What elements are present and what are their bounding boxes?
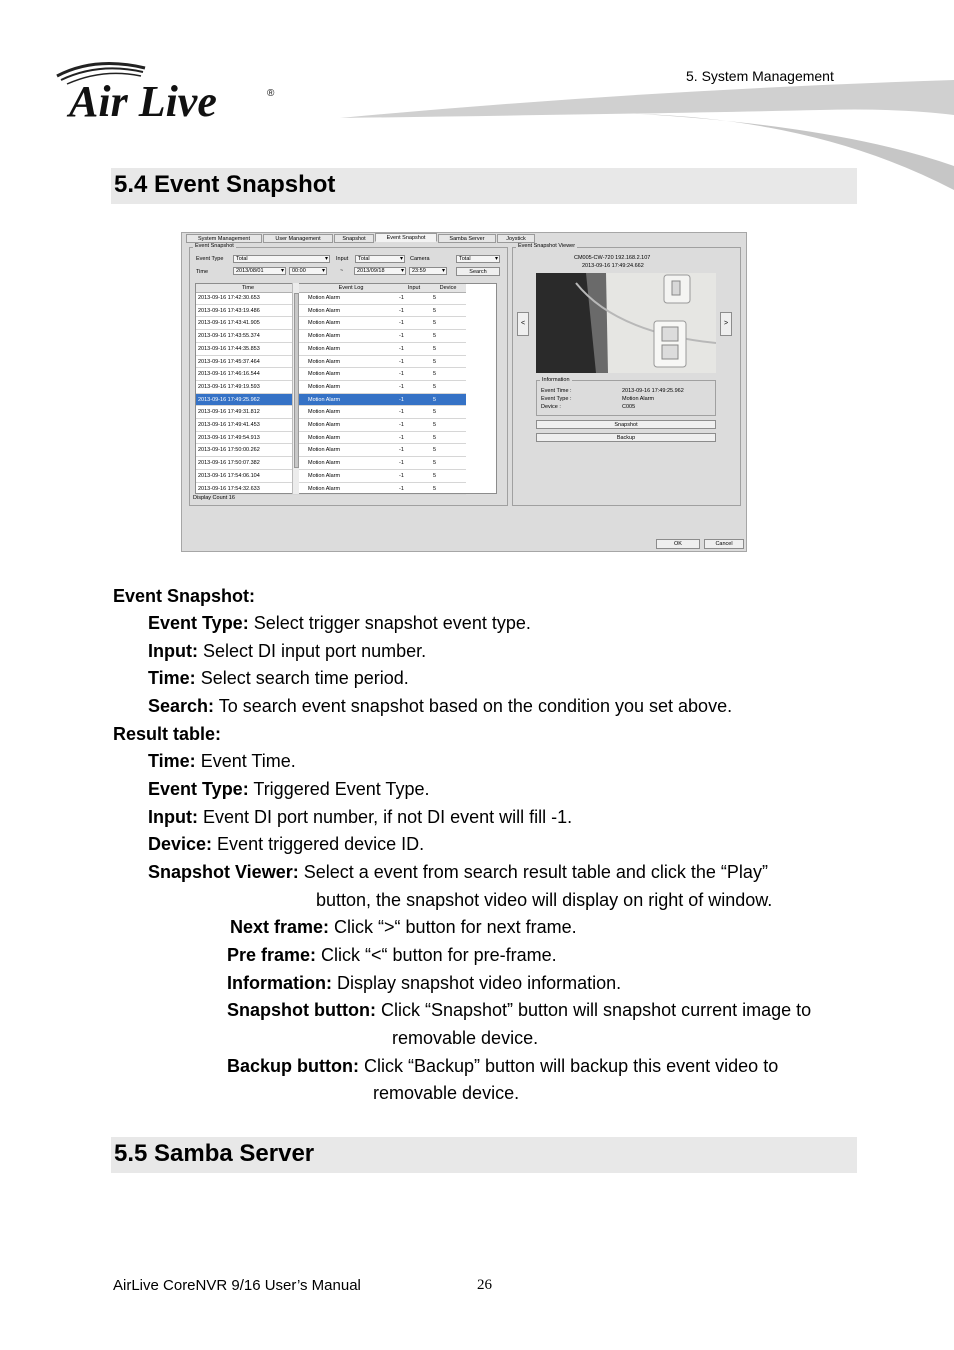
tab-samba-server[interactable]: Samba Server [438, 234, 496, 243]
cell-time: 2013-09-16 17:43:19.486 [198, 307, 260, 314]
cell-device: 5 [433, 333, 437, 340]
cell-event-log: Motion Alarm [308, 345, 341, 352]
table-row[interactable] [196, 343, 466, 356]
info-event-type-label: Event Type : [541, 396, 572, 402]
chapter-title: 5. System Management [686, 68, 834, 84]
cell-device: 5 [433, 460, 437, 467]
camera-select[interactable]: Total ▾ [456, 255, 500, 263]
cell-event-log: Motion Alarm [308, 472, 341, 479]
table-row[interactable] [196, 419, 466, 432]
table-row[interactable] [196, 444, 466, 457]
tab-snapshot[interactable]: Snapshot [334, 234, 374, 243]
prev-frame-button[interactable]: < [517, 312, 529, 336]
cell-input: -1 [399, 396, 404, 403]
cell-time: 2013-09-16 17:42:30.653 [198, 295, 260, 301]
item-input: Input: Select DI input port number. [148, 641, 427, 661]
cell-input: -1 [399, 371, 404, 378]
section-title: 5.5 Samba Server [114, 1140, 315, 1167]
cell-input: -1 [399, 383, 404, 390]
time-to-picker[interactable]: 23:59 ▾ [409, 267, 447, 275]
item-snapshot-viewer-cont: button, the snapshot video will display on right of window. [316, 890, 773, 910]
item-result-time: Time: Event Time. [148, 751, 296, 771]
cell-time: 2013-09-16 17:50:00.262 [198, 447, 260, 454]
result-table-heading: Result table: [113, 724, 222, 744]
time-range-separator: ~ [340, 268, 344, 274]
cell-time: 2013-09-16 17:49:31.812 [198, 409, 260, 416]
item-pre-frame: Pre frame: Click “<“ button for pre-frame. [227, 945, 557, 965]
section-title: 5.4 Event Snapshot [114, 171, 336, 198]
cell-device: 5 [433, 295, 437, 301]
item-time: Time: Select search time period. [148, 668, 409, 688]
cell-time: 2013-09-16 17:49:19.593 [198, 383, 260, 390]
item-next-frame: Next frame: Click “>“ button for next frame. [230, 917, 577, 937]
info-event-time-label: Event Time : [541, 388, 572, 394]
column-header-device: Device [439, 285, 457, 291]
cell-input: -1 [399, 358, 404, 365]
cell-device: 5 [433, 472, 437, 479]
ok-button[interactable]: OK [656, 539, 700, 549]
item-snapshot-button-cont: removable device. [392, 1028, 539, 1048]
cell-input: -1 [399, 422, 404, 428]
cell-time: 2013-09-16 17:54:32.633 [198, 485, 260, 492]
cell-input: -1 [399, 447, 404, 454]
column-header-input: Input [407, 285, 421, 291]
info-device-label: Device : [541, 404, 561, 410]
table-row[interactable] [196, 483, 466, 496]
event-snapshot-heading: Event Snapshot: [113, 586, 256, 606]
cell-input: -1 [399, 409, 404, 416]
item-search: Search: To search event snapshot based on the condition you set above. [148, 696, 733, 716]
snapshot-button[interactable]: Snapshot [536, 420, 716, 429]
cell-device: 5 [433, 345, 437, 352]
item-backup-button: Backup button: Click “Backup” button will backup this event video to [227, 1056, 779, 1076]
item-snapshot-button: Snapshot button: Click “Snapshot” button will snapshot current image to [227, 1000, 812, 1020]
cell-time: 2013-09-16 17:54:06.104 [198, 472, 260, 479]
info-device-value: C005 [622, 404, 636, 410]
cell-time: 2013-09-16 17:50:07.382 [198, 460, 260, 467]
table-row[interactable] [196, 457, 466, 470]
event-result-table [195, 283, 497, 494]
cell-input: -1 [399, 460, 404, 467]
cell-event-log: Motion Alarm [308, 333, 341, 340]
cell-time: 2013-09-16 17:49:25.962 [198, 396, 260, 403]
cell-device: 5 [433, 358, 437, 365]
cell-device: 5 [433, 383, 437, 390]
column-header-event-log: Event Log [338, 285, 364, 291]
next-frame-button[interactable]: > [720, 312, 732, 336]
tab-joystick[interactable]: Joystick [497, 234, 535, 243]
section-heading-bar [111, 1137, 857, 1173]
cell-device: 5 [433, 434, 437, 441]
display-count: Display Count 16 [193, 495, 235, 501]
item-snapshot-viewer: Snapshot Viewer: Select a event from search result table and click the “Play” [148, 862, 768, 882]
cell-time: 2013-09-16 17:46:16.544 [198, 371, 260, 378]
info-event-time-value: 2013-09-16 17:49:25.962 [622, 388, 684, 394]
input-label: Input [336, 256, 349, 262]
snapshot-photo-graphic [536, 273, 716, 373]
event-type-select[interactable]: Total ▾ [233, 255, 330, 263]
table-row[interactable] [196, 470, 466, 483]
tab-event-snapshot[interactable]: Event Snapshot [375, 233, 437, 242]
panel-title: Event Snapshot [195, 243, 234, 249]
cell-event-log: Motion Alarm [308, 307, 341, 314]
viewer-title: Event Snapshot Viewer [518, 243, 576, 249]
cell-time: 2013-09-16 17:44:35.853 [198, 345, 260, 352]
cell-device: 5 [433, 447, 437, 454]
cell-event-log: Motion Alarm [308, 447, 341, 454]
cell-device: 5 [433, 422, 437, 428]
table-row[interactable] [196, 432, 466, 445]
input-select[interactable]: Total ▾ [355, 255, 405, 263]
page-number: 26 [477, 1277, 492, 1293]
item-event-type: Event Type: Select trigger snapshot event type. [148, 613, 531, 633]
item-result-device: Device: Event triggered device ID. [148, 834, 425, 854]
item-result-event-type: Event Type: Triggered Event Type. [148, 779, 430, 799]
cell-event-log: Motion Alarm [308, 358, 341, 365]
cell-device: 5 [433, 396, 437, 403]
info-event-type-value: Motion Alarm [622, 396, 655, 402]
cell-event-log: Motion Alarm [308, 396, 341, 403]
time-label: Time [196, 269, 209, 275]
table-row[interactable] [196, 330, 466, 343]
table-row[interactable] [196, 292, 466, 305]
viewer-camera-header: CM005-CW-720 192.168.2.107 [574, 255, 651, 261]
item-backup-button-cont: removable device. [373, 1083, 520, 1103]
table-row[interactable] [196, 368, 466, 381]
backup-button[interactable]: Backup [536, 433, 716, 442]
column-header-time: Time [241, 285, 255, 291]
cell-time: 2013-09-16 17:43:41.905 [198, 320, 260, 327]
cell-device: 5 [433, 371, 437, 378]
cell-input: -1 [399, 345, 404, 352]
cell-device: 5 [433, 485, 437, 492]
cell-input: -1 [399, 307, 404, 314]
cell-input: -1 [399, 320, 404, 327]
tab-user-management[interactable]: User Management [263, 234, 333, 243]
information-title: Information [542, 377, 570, 383]
table-scrollbar[interactable] [292, 283, 299, 494]
cell-input: -1 [399, 434, 404, 441]
cell-event-log: Motion Alarm [308, 434, 341, 441]
cell-event-log: Motion Alarm [308, 371, 341, 378]
date-from-picker[interactable]: 2013/08/01 ▾ [233, 267, 286, 275]
cell-device: 5 [433, 320, 437, 327]
camera-label: Camera [410, 256, 430, 262]
table-row[interactable] [196, 317, 466, 330]
cell-event-log: Motion Alarm [308, 320, 341, 327]
cell-event-log: Motion Alarm [308, 460, 341, 467]
cell-event-log: Motion Alarm [308, 295, 341, 301]
table-row[interactable] [196, 406, 466, 419]
cell-time: 2013-09-16 17:45:37.464 [198, 358, 260, 365]
date-to-picker[interactable]: 2013/09/18 ▾ [354, 267, 406, 275]
airlive-logo [55, 58, 285, 126]
item-information: Information: Display snapshot video information. [227, 973, 622, 993]
cell-time: 2013-09-16 17:49:41.453 [198, 422, 260, 428]
cell-input: -1 [399, 333, 404, 340]
cell-event-log: Motion Alarm [308, 409, 341, 416]
item-result-input: Input: Event DI port number, if not DI event will fill -1. [148, 807, 573, 827]
svg-text:Air Live: Air Live [69, 77, 217, 126]
cell-event-log: Motion Alarm [308, 485, 341, 492]
cell-device: 5 [433, 409, 437, 416]
footer-manual-title: AirLive CoreNVR 9/16 User’s Manual [113, 1277, 361, 1294]
tab-system-management[interactable]: System Management [186, 234, 262, 243]
scrollbar-thumb[interactable] [294, 293, 299, 468]
cell-input: -1 [399, 295, 404, 301]
cell-device: 5 [433, 307, 437, 314]
cell-time: 2013-09-16 17:43:55.374 [198, 333, 260, 340]
cell-event-log: Motion Alarm [308, 422, 341, 428]
cell-time: 2013-09-16 17:49:54.913 [198, 434, 260, 441]
time-from-picker[interactable]: 00:00 ▾ [289, 267, 327, 275]
viewer-timestamp: 2013-09-16 17:49:24.662 [582, 263, 644, 269]
event-type-label: Event Type [196, 256, 224, 262]
cell-input: -1 [399, 472, 404, 479]
cell-input: -1 [399, 485, 404, 492]
section-heading-bar [111, 168, 857, 204]
table-row[interactable] [196, 381, 466, 394]
table-row[interactable] [196, 394, 466, 407]
table-row[interactable] [196, 305, 466, 318]
cancel-button[interactable]: Cancel [704, 539, 744, 549]
table-row[interactable] [196, 356, 466, 369]
cell-event-log: Motion Alarm [308, 383, 341, 390]
snapshot-image [536, 273, 716, 373]
svg-text:®: ® [267, 88, 275, 99]
search-button[interactable]: Search [456, 267, 500, 276]
